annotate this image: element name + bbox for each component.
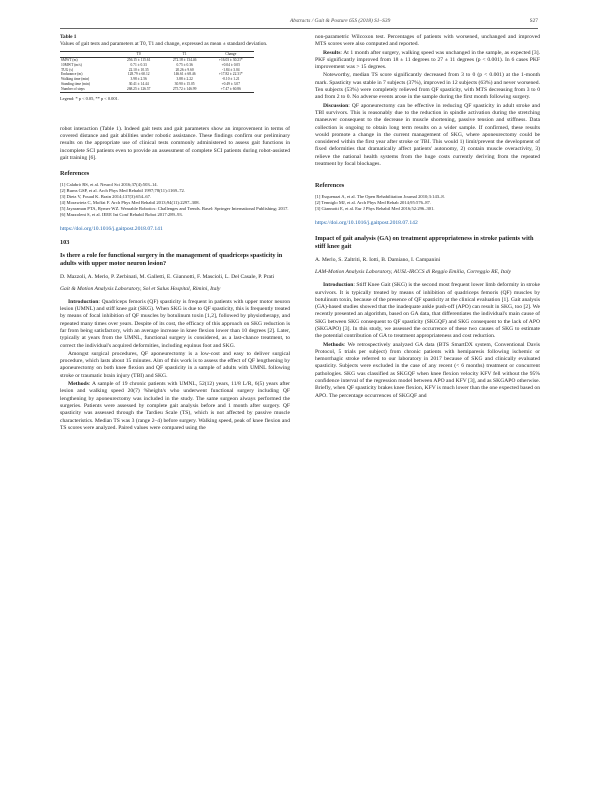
table-cell: 128.79 ± 60.12 (127, 72, 150, 77)
references-heading: References (60, 170, 90, 178)
table-column-header: T1 (162, 52, 208, 58)
reference-item: [4] Morawietz C, Moffat F. Arch Phys Med Rehabil 2013;94(11):2297–308. (60, 199, 200, 205)
paragraph-text: : Stiff Knee Gait (SKG) is the second most frequent lower limb deformity in stroke survivors. It is typically treated by means of inhibition of quadriceps femoris (QF) muscles by botulinum toxin, because of the presence of QF spasticity at the clinical evaluation [1]. Gait analysis (GA)-based studies showed that the inadequate ankle push-off (APO) can result in SKG, too [2]. We recently presented an algorithm, based on GA data, that differentiates the individual's main cause of SKG between SKG consequent to QF spasticity (SKGQF) and SKG consequent to the lack of APO (SKGAPO) [3]. In this study, we assessed the occurrence of these two causes of SKG to estimate the potential contribution of GA to treatment appropriateness and cost reduction. (315, 282, 540, 340)
body-paragraph: Noteworthy, median TS score significantly decreased from 3 to 0 (p < 0.001) at the 1-month mark. Spasticity was stable in 7 subjects (37%), improved in 12 subjects (63%) and never worsened. Ten subjects (53%) were completely relieved from QF spasticity, with MTS decreasing from 3 to 0 and from 2 to 0. No adverse events arose in the sample during the first month following surgery. (315, 72, 540, 101)
table-row (60, 87, 254, 92)
table-row-label: 6MWT (m) (61, 57, 78, 62)
table-cell: 3.98 ± 2.56 (130, 77, 147, 82)
table-cell: 268.25 ± 126.57 (116, 87, 162, 92)
left-column (60, 34, 290, 433)
table-cell: 30.41 ± 14.44 (128, 81, 149, 86)
body-paragraph: robot interaction (Table 1). Indeed gait tests and gait parameters show an improvement in terms of covered distance and gait abilities under robotic assistance. These findings confirm our preliminary results on the appropriate use of clinical tests commonly administered to assess gait functions in incomplete SCI patients even to provide an assessment of complete SCI patients during robot-assisted gait training [6]. (60, 125, 290, 162)
doi-link[interactable]: https://doi.org/10.1016/j.gaitpost.2018.07.142 (315, 219, 418, 226)
paragraph-text: : We retrospectively analyzed GA data (BTS SmartDX system, Conventional Davis Protocol, 5 trials per subject) from chronic patients with hemiparesis following ischemic or hemorrhagic stroke referred to our laboratory in 2017 because of SKG and clinically evaluated spasticity. Subjects were excluded in the case of any recent (< 6 months) treatment or concurrent pathologies. SKG was classified as SKGQF when knee flexion velocity KFV fell without the 95% confidence interval of the regression model between APO and KFV [3], and as SKGAPO otherwise. Briefly, when QF spasticity brakes knee flexion, KFV is much lower than the one expected based on APO. The percentage occurrences of SKGQF and (315, 341, 540, 399)
section-label: Results (323, 49, 341, 56)
table-row-label: Standing time (min) (61, 81, 90, 86)
reference-item: [2] Burns GSP, et al. Arch Phys Med Rehabil 1997;78(11):1169–72. (60, 187, 185, 193)
table-cell: -0.10 ± 1.21 (222, 77, 240, 82)
reference-item: [3] Dietz V, Fouad K. Brain 2014;137(3):654–67. (60, 193, 152, 199)
paragraph-text: : QF aponeurectomy can be effective in reducing QF spasticity in adult stroke and TBI survivors. This is reasonably due to the reduction in spindle activation during the stretching maneuver consequent to the decrease in muscle shortening, passive tension and stiffness. Data collection is ongoing to obtain long term results on a wider sample. If confirmed, these results would promote a change in the current management of SKG, where aponeurectomy could be considered within the first year after stroke or TBI. This would 1) limit/prevent the development of fixed deformities that dramatically affect patients' autonomy, 2) contain muscle overactivity, 3) relieve the national health systems from the huge costs currently deriving from the repeated treatment by focal blockages. (315, 102, 540, 168)
methods-paragraph (60, 381, 290, 432)
table-cell: +16.03 ± 30.21* (218, 57, 243, 62)
body-paragraph: non-parametric Wilcoxon test. Percentages of patients with worsened, unchanged and improved MTS scores were also computed and reported. (315, 34, 540, 48)
section-label: Introduction (68, 298, 99, 305)
section-label: Discussion (323, 102, 349, 109)
table-column-header: T0 (116, 52, 162, 58)
journal-citation: Abstracts / Gait & Posture 65S (2018) S1–S39 (290, 18, 391, 24)
right-column (315, 34, 540, 401)
methods-paragraph (315, 342, 540, 400)
affiliation: LAM-Motion Analysis Laboratory, AUSL-IRCCS di Reggio Emilia, Correggio RE, Italy (315, 269, 511, 276)
section-label: Methods (68, 381, 89, 388)
table-cell: 20.26 ± 9.60 (175, 67, 194, 72)
section-label: Methods (323, 341, 344, 348)
abstract-title: Impact of gait analysis (GA) on treatment appropriateness in stroke patients with stiff knee gait (315, 235, 534, 251)
reference-item: [3] Giannotti E, et al. Eur J Phys Rehabil Med 2016;52:296–301. (315, 205, 435, 211)
table-cell: +17.82 ± 22.31* (218, 72, 243, 77)
header-rule (60, 28, 538, 29)
table-caption: Values of gait tests and parameters at T0, T1 and change, expressed as mean ± standard deviation. (60, 40, 268, 47)
reference-list (60, 182, 290, 219)
abstract-number: 103 (60, 238, 70, 246)
references-heading: References (315, 182, 345, 190)
author-list: D. Mazzoli, A. Merlo, P. Zerbinati, M. Galletti, E. Giannotti, F. Mascioli, L. Del Casale, P. Prati (60, 273, 275, 280)
table-cell: 30.90 ± 15.05 (174, 81, 195, 86)
table-cell: +0.49 ± 3.07 (221, 81, 240, 86)
table-column-header: Change (208, 52, 254, 58)
reference-item: [6] Mazzoleni S, et al. IEEE Int Conf Rehabil Robot 2017:289–93. (60, 212, 183, 218)
reference-list (315, 194, 540, 212)
body-paragraph: Amongst surgical procedures, QF aponeurectomy is a low-cost and easy to deliver surgical procedure, which lasts about 15 minutes. Aim of this work is to assess the effect of QF lengthening by aponeurectomy on both knee flexion and QF spasticity in a sample of adults with UMNL following stroke or traumatic brain injury (TBI) and SKG. (60, 350, 290, 379)
table-cell: 0.71 ± 0.33 (130, 62, 147, 67)
reference-item: [2] Tenniglo MJ, et al. Arch Phys Med Rehab 2014;95:576–87. (315, 199, 431, 205)
table-row-label: Endurance (m) (61, 72, 83, 77)
table-cell: +7.47 ± 60.86 (208, 87, 254, 92)
author-list: A. Merlo, S. Zaltriti, R. Iotti, B. Damiano, I. Campanini (315, 257, 441, 264)
table-cell: 3.88 ± 2.22 (176, 77, 193, 82)
introduction-paragraph (60, 299, 290, 350)
table-cell: 256.15 ± 115.61 (126, 57, 151, 62)
table-label: Table 1 (60, 34, 77, 40)
introduction-paragraph (315, 282, 540, 340)
page-number: S27 (529, 18, 538, 24)
reference-item: [1] Esquenazi A, et al. The Open Rehabilitation Journal 2010;3:143–8. (315, 193, 445, 199)
table-row-label: Number of steps (60, 87, 116, 92)
abstract-title: Is there a role for functional surgery in the management of quadriceps spasticity in adults with upper motor neuron lesion? (60, 251, 283, 267)
table-cell: +0.04 ± 0.05 (221, 62, 240, 67)
gait-table (60, 51, 254, 92)
table-cell: -1.84 ± 3.04 (222, 67, 240, 72)
table-legend: Legend: * p < 0.05, ** p < 0.001. (60, 95, 119, 101)
discussion-paragraph (315, 103, 540, 169)
section-label: Introduction (323, 282, 354, 289)
paragraph-text: : At 1 month after surgery, walking speed was unchanged in the sample, as expected [3]. PKF significantly improved from 18 ± 11 degrees to 27 ± 11 degrees (p < 0.001). In 6 cases PKF improvement was > 15 degrees. (315, 49, 540, 71)
doi-link[interactable]: https://doi.org/10.1016/j.gaitpost.2018.07.141 (60, 226, 163, 233)
reference-item: [5] Jayaraman PTA, Rymer WZ. Wearable Robotics: Challenges and Trends. Basel: Springer International Publishing; 2017. (60, 206, 289, 212)
table-row-label: Walking time (min) (61, 77, 90, 82)
reference-item: [1] Calabrò RS, et al. Neurol Sci 2016;37(4):503–14. (60, 181, 158, 187)
table-cell: 275.72 ± 146.99 (162, 87, 208, 92)
table-cell: 0.75 ± 0.36 (176, 62, 193, 67)
table-cell: 146.61 ± 68.46 (173, 72, 196, 77)
table-cell: 22.10 ± 10.35 (128, 67, 149, 72)
paragraph-text: : Quadriceps femoris (QF) spasticity is frequent in patients with upper motor neuron lesion (UMNL) and stiff knee gait (SKG). When SKG is due to QF spasticity, this is frequently treated by means of focal inhibition of QF muscles by botulinum toxin [1,2], followed by physiotherapy, and repeated many times over years. Despite of its cost, the efficacy of this approach on SKG reduction is far from being satisfactory, with an average increase in knee flexion lower than 10 degrees [2]. Later, typically at years from the UMNL, functional surgery is considered, as a last-chance treatment, to correct the individual's acquired deformities, including equinus foot and SKG. (60, 298, 290, 349)
results-paragraph (315, 50, 540, 72)
affiliation: Gait & Motion Analysis Laboratory, Sol et Salus Hospital, Rimini, Italy (60, 285, 221, 292)
table-row-label: 10MWT (m/s) (61, 62, 82, 67)
table-cell: 272.18 ± 134.46 (172, 57, 197, 62)
table-row-label: TUG (s) (61, 67, 74, 72)
paragraph-text: : A sample of 19 chronic patients with UMNL, 52(12) years, 11/8 L/R, 6(5) years after lesion and walking speed 20(7) %height/s who underwent functional surgery including QF lengthening by aponeurectomy was included in the study. The same surgeon always performed the surgeries. Patients were assessed by complete gait analysis before and 1 month after surgery. QF spasticity was assessed through the Tardieu Scale (TS), which is not affected by passive muscle characteristics. Median TS was 3 (range 2–4) before surgery. Walking speed, peak of knee flexion and TS scores were analyzed. Paired values were compared using the (60, 381, 290, 431)
